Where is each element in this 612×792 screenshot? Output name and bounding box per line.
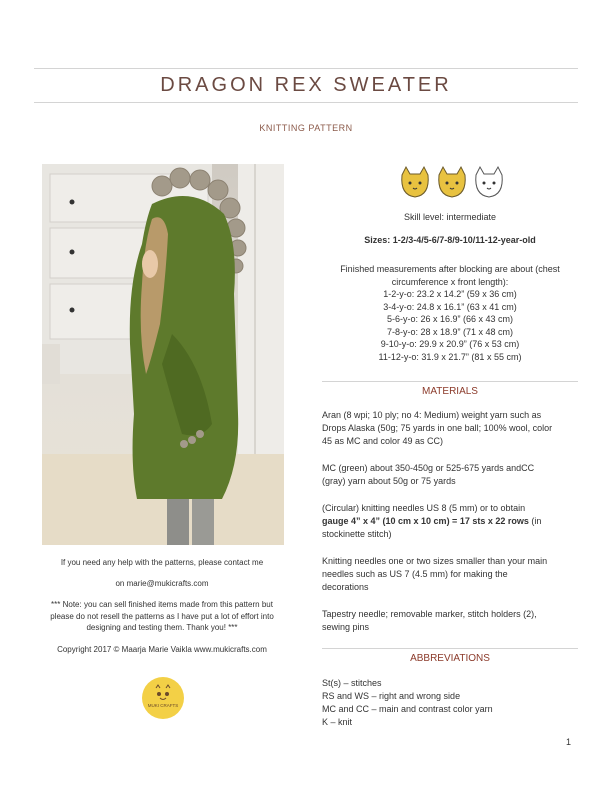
yarn-line: Aran (8 wpi; 10 ply; no 4: Medium) weight yarn such as: [322, 410, 542, 420]
yarn-line: Drops Alaska (50g; 75 yards in one ball; 100% wool, color: [322, 423, 553, 433]
materials-yarn: [322, 409, 578, 448]
note-line: *** Note: you can sell finished items made from this pattern but: [51, 600, 273, 609]
cat-icon-yellow: [402, 167, 428, 197]
abbreviation-item: St(s) – stitches: [322, 678, 382, 688]
smaller-line: decorations: [322, 582, 369, 592]
measurements-intro: Finished measurements after blocking are about (chest: [340, 264, 560, 274]
measurement-item: 7-8-y-o: 28 x 18.9” (71 x 48 cm): [386, 326, 514, 337]
cat-icon-yellow: [439, 167, 465, 197]
abbreviation-item: MC and CC – main and contrast color yarn: [322, 704, 493, 714]
page-subtitle: KNITTING PATTERN: [259, 123, 353, 133]
needles-line: (Circular) knitting needles US 8 (5 mm) or to obtain: [322, 503, 526, 513]
materials-notions: [322, 608, 578, 634]
cat-icon-white: [476, 167, 502, 197]
logo-text: MUKI CRAFTS: [147, 703, 179, 708]
smaller-line: Knitting needles one or two sizes smaller than your main: [322, 556, 548, 566]
measurements-block: [322, 263, 578, 363]
measurement-item: 3-4-y-o: 24.8 x 16.1” (63 x 41 cm): [383, 301, 517, 312]
skill-icons: [398, 165, 508, 201]
abbreviation-item: K – knit: [322, 717, 353, 727]
notions-line: sewing pins: [322, 622, 370, 632]
measurement-item: 5-6-y-o: 26 x 16.9” (66 x 43 cm): [386, 314, 514, 324]
measurements-intro: circumference x front length):: [391, 276, 509, 287]
materials-needles: [322, 502, 578, 541]
sizes: Sizes: 1-2/3-4/5-6/7-8/9-10/11-12-year-old: [364, 235, 536, 245]
contact-email: on marie@mukicrafts.com: [115, 579, 209, 588]
materials-heading: MATERIALS: [322, 381, 578, 397]
logo-cat-icon: [142, 677, 184, 719]
gauge-rest: (in: [528, 516, 542, 526]
yarn-line: 45 as MC and color 49 as CC): [322, 436, 444, 446]
note-line: please do not resell the patterns as I have put a lot of effort into: [50, 611, 274, 621]
measurement-item: 1-2-y-o: 23.2 x 14.2” (59 x 36 cm): [383, 289, 517, 299]
measurement-item: 9-10-y-o: 29.9 x 20.9” (76 x 53 cm): [380, 339, 520, 349]
materials-amount: [322, 462, 578, 488]
copyright: Copyright 2017 © Maarja Marie Vaikla www.mukicrafts.com: [57, 645, 267, 654]
materials-smaller-needles: [322, 555, 578, 594]
gauge-line: [322, 515, 578, 528]
abbreviations-list: [322, 677, 578, 729]
abbreviations-heading: ABBREVIATIONS: [322, 648, 578, 664]
sweater-photo-illustration: [42, 164, 284, 545]
abbreviation-item: RS and WS – right and wrong side: [322, 691, 461, 701]
skill-level: Skill level: intermediate: [403, 212, 497, 222]
help-text: If you need any help with the patterns, please contact me: [60, 558, 264, 567]
amount-line: MC (green) about 350-450g or 525-675 yards andCC: [322, 463, 535, 473]
sweater-photo: [42, 164, 284, 545]
top-rule: [34, 68, 578, 69]
smaller-line: needles such as US 7 (4.5 mm) for making the: [322, 569, 508, 579]
title-rule: [34, 102, 578, 103]
note-text: [36, 599, 288, 634]
muki-crafts-logo: [142, 677, 184, 719]
gauge-bold: gauge 4” x 4” (10 cm x 10 cm) = 17 sts x 22 rows: [322, 516, 529, 526]
page-title: DRAGON REX SWEATER: [160, 74, 452, 96]
page-number: 1: [566, 737, 572, 747]
amount-line: (gray) yarn about 50g or 75 yards: [322, 476, 456, 486]
gauge-line-3: stockinette stitch): [322, 529, 392, 539]
measurement-item: 11-12-y-o: 31.9 x 21.7” (81 x 55 cm): [378, 351, 522, 362]
notions-line: Tapestry needle; removable marker, stitch holders (2),: [322, 609, 537, 619]
note-line: designing and testing them. Thank you! ***: [86, 623, 238, 632]
